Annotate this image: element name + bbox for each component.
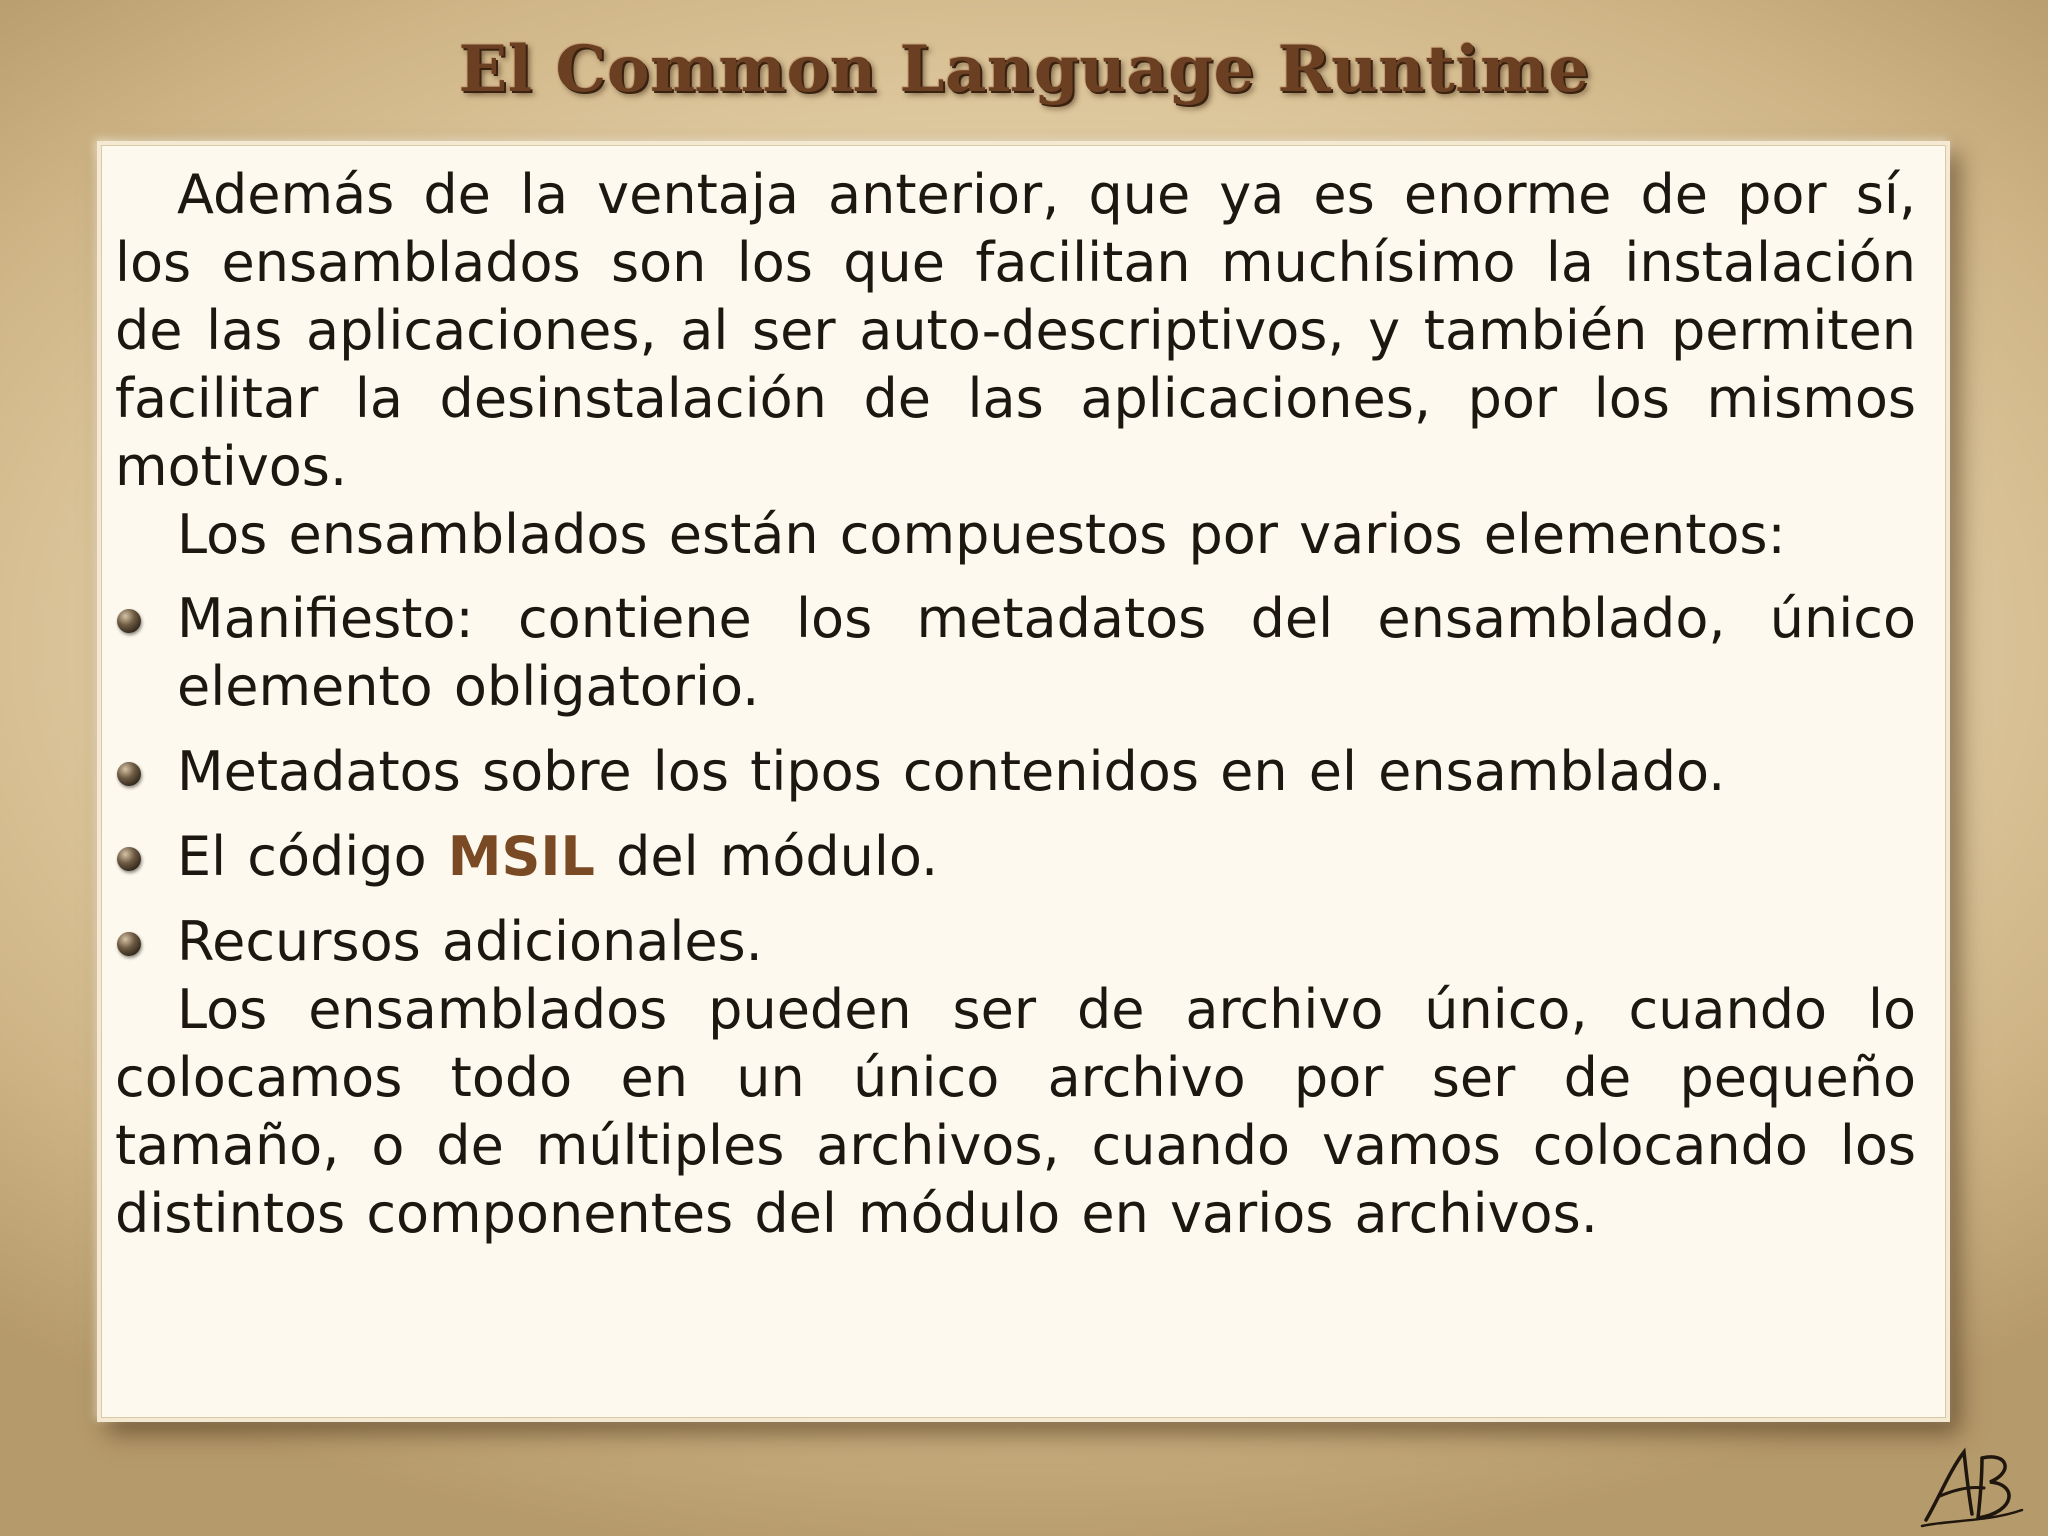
slide-title: El Common Language Runtime [458, 32, 1590, 107]
bullet-icon [117, 609, 141, 633]
bullet-text-msil-before: El código [177, 825, 448, 888]
bullet-text-metadata: Metadatos sobre los tipos contenidos en el ensamblado. [177, 740, 1726, 803]
elements-list [115, 585, 1916, 976]
elements-lead-paragraph: Los ensamblados están compuestos por varios elementos: [177, 503, 1786, 566]
closing-paragraph: Los ensamblados pueden ser de archivo único, cuando lo colocamos todo en un único archivo por ser de pequeño tamaño, o de múltiples archivos, cuando vamos colocando los distintos componentes del módulo en varios archivos. [115, 978, 1916, 1245]
bullet-text-manifest: Manifiesto: contiene los metadatos del ensamblado, único elemento obligatorio. [177, 587, 1916, 718]
list-item [115, 585, 1916, 721]
msil-highlight: MSIL [447, 825, 595, 888]
list-item [115, 738, 1916, 806]
bullet-icon [117, 847, 141, 871]
bullet-text-msil-after: del módulo. [594, 825, 939, 888]
list-item [115, 908, 1916, 976]
intro-paragraph: Además de la ventaja anterior, que ya es enorme de por sí, los ensamblados son los que facilitan muchísimo la instalación de las aplicaciones, al ser auto-descriptivos, y también permiten facilitar la desinstalación de las aplicaciones, por los mismos motivos. [115, 163, 1916, 498]
list-item [115, 823, 1916, 891]
content-panel [97, 141, 1950, 1422]
bullet-icon [117, 932, 141, 956]
bullet-text-resources: Recursos adicionales. [177, 910, 763, 973]
bullet-icon [117, 762, 141, 786]
author-signature-logo [1918, 1440, 2028, 1530]
